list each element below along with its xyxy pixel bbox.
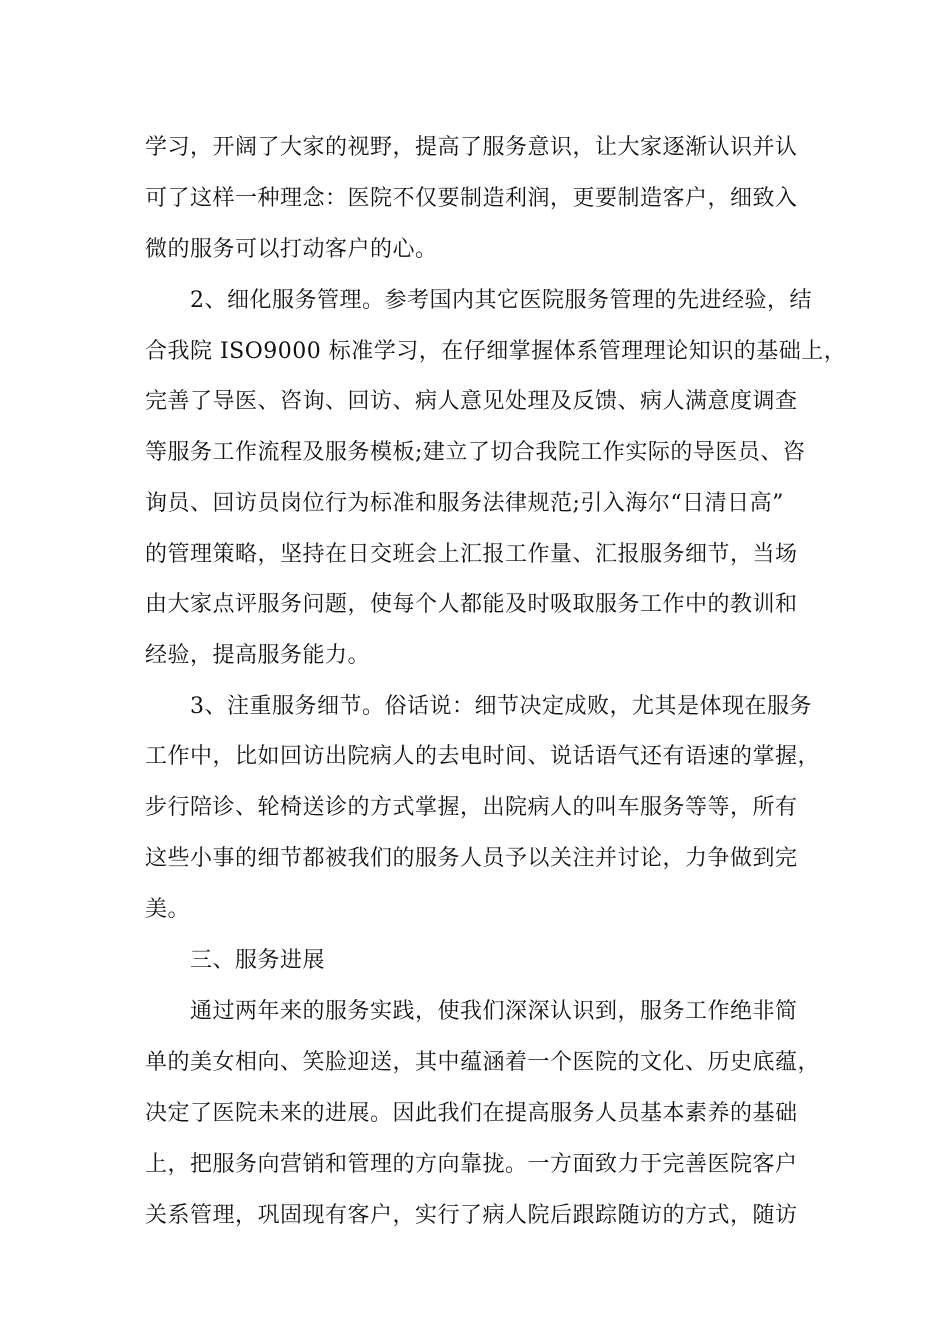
text-line: 学习，开阔了大家的视野，提高了服务意识，让大家逐渐认识并认 bbox=[145, 135, 798, 160]
text-line: 关系管理，巩固现有客户，实行了病人院后跟踪随访的方式，随访 bbox=[145, 1203, 798, 1228]
text-line: 等服务工作流程及服务模板;建立了切合我院工作实际的导医员、咨 bbox=[145, 440, 806, 465]
text-line: 的管理策略，坚持在日交班会上汇报工作量、汇报服务细节，当场 bbox=[145, 542, 798, 567]
text-line: 可了这样一种理念：医院不仅要制造利润，更要制造客户，细致入 bbox=[145, 186, 798, 211]
text-line: 经验，提高服务能力。 bbox=[145, 643, 371, 668]
text-line: 由大家点评服务问题，使每个人都能及时吸取服务工作中的教训和 bbox=[145, 592, 798, 617]
paragraph-start-line: 3、注重服务细节。俗话说：细节决定成败，尤其是体现在服务 bbox=[190, 694, 812, 719]
text-line: 询员、回访员岗位行为标准和服务法律规范;引入海尔“日清日高” bbox=[145, 491, 784, 516]
text-line: 这些小事的细节都被我们的服务人员予以关注并讨论，力争做到完 bbox=[145, 846, 798, 871]
text-line: 完善了导医、咨询、回访、病人意见处理及反馈、病人满意度调查 bbox=[145, 389, 798, 414]
text-line: 步行陪诊、轮椅送诊的方式掌握，出院病人的叫车服务等等，所有 bbox=[145, 795, 798, 820]
text-line: 单的美女相向、笑脸迎送，其中蕴涵着一个医院的文化、历史底蕴， bbox=[145, 1050, 821, 1075]
text-line: 决定了医院未来的进展。因此我们在提高服务人员基本素养的基础 bbox=[145, 1101, 798, 1126]
text-line: 美。 bbox=[145, 897, 191, 922]
paragraph-start-line: 2、细化服务管理。参考国内其它医院服务管理的先进经验，结 bbox=[190, 288, 812, 313]
paragraph-start-line: 通过两年来的服务实践，使我们深深认识到，服务工作绝非简 bbox=[190, 999, 798, 1024]
section-heading: 三、服务进展 bbox=[190, 948, 326, 973]
text-line: 微的服务可以打动客户的心。 bbox=[145, 237, 438, 262]
text-line: 合我院 ISO9000 标准学习，在仔细掌握体系管理理论知识的基础上， bbox=[145, 339, 847, 364]
text-line: 工作中，比如回访出院病人的去电时间、说话语气还有语速的掌握， bbox=[145, 744, 821, 769]
text-line: 上，把服务向营销和管理的方向靠拢。一方面致力于完善医院客户 bbox=[145, 1152, 798, 1177]
